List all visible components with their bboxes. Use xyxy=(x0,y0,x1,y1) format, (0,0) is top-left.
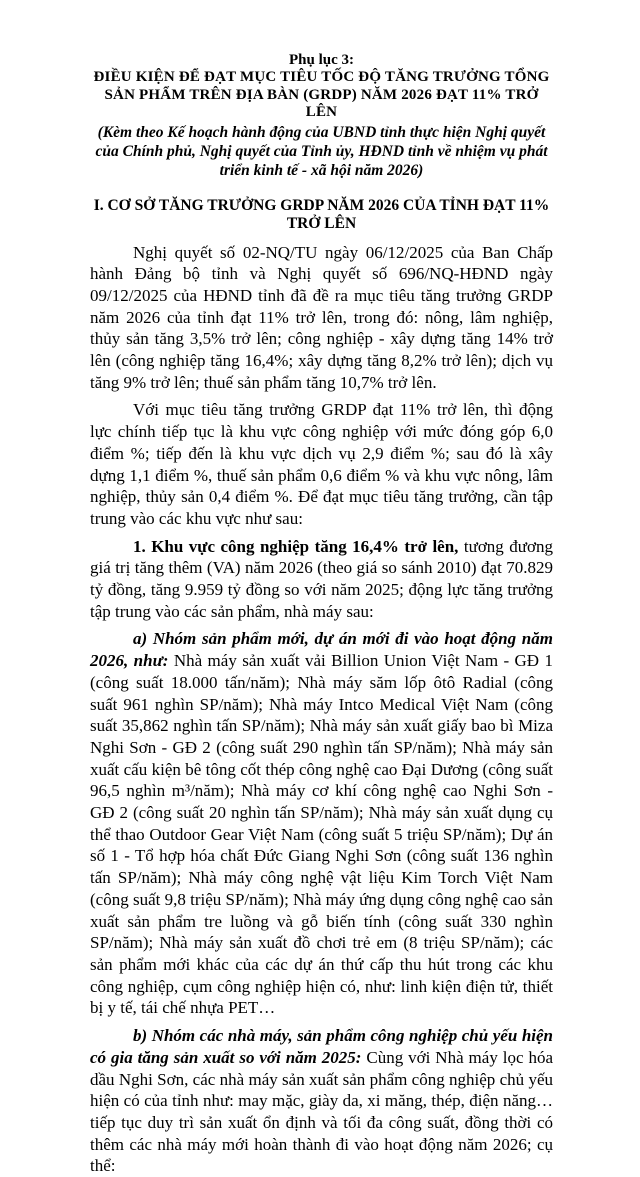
paragraph-new-products-group xyxy=(90,628,553,1019)
paragraph-industry-sector-body: tương đương giá trị tăng thêm (VA) năm 2026 (theo giá so sánh 2010) đạt 70.829 tỷ đồng, tăng 9.959 tỷ đồng so với năm 2025; động lực tăng trưởng tập trung vào các sản phẩm, nhà máy sau: xyxy=(90,536,553,621)
appendix-label: Phụ lục 3: xyxy=(288,52,354,68)
paragraph-resolution-targets: Nghị quyết số 02-NQ/TU ngày 06/12/2025 của Ban Chấp hành Đảng bộ tỉnh và Nghị quyết số 696/NQ-HĐND ngày 09/12/2025 của HĐND tỉnh đã đề ra mục tiêu tăng trưởng GRDP năm 2026 của tỉnh đạt 11% trở lên, trong đó: nông, lâm nghiệp, thủy sản tăng 3,5% trở lên; công nghiệp - xây dựng tăng 14% trở lên (công nghiệp tăng 16,4%; xây dựng tăng 8,2% trở lên); dịch vụ tăng 9% trở lên; thuế sản phẩm tăng 10,7% trở lên. xyxy=(90,242,553,392)
paragraph-growth-drivers: Với mục tiêu tăng trưởng GRDP đạt 11% trở lên, thì động lực chính tiếp tục là khu vực công nghiệp với mức đóng góp 6,0 điểm %; tiếp đến là khu vực dịch vụ 2,9 điểm %; sau đó là xây dựng 1,1 điểm %, thuế sản phẩm 0,6 điểm % và khu vực nông, lâm nghiệp, thủy sản 0,4 điểm %. Để đạt mục tiêu tăng trưởng, cần tập trung vào các khu vực như sau: xyxy=(90,400,553,528)
paragraph-industry-sector-lead: 1. Khu vực công nghiệp tăng 16,4% trở lên, xyxy=(133,536,459,556)
paragraph-new-products-body: Nhà máy sản xuất vải Billion Union Việt Nam - GĐ 1 (công suất 18.000 tấn/năm); Nhà máy săm lốp ôtô Radial (công suất 961 nghìn SP/năm); Nhà máy Intco Medical Việt Nam (công suất 35,862 nghìn tấn SP/năm); Nhà máy sản xuất giấy bao bì Miza Nghi Sơn - GĐ 2 (công suất 290 nghìn tấn SP/năm); Nhà máy sản xuất cấu kiện bê tông cốt thép công nghệ cao Đại Dương (công suất 96,5 nghìn m³/năm); Nhà máy cơ khí công nghệ cao Nghi Sơn - GĐ 2 (công suất 20 nghìn tấn SP/năm); Nhà máy sản xuất dụng cụ thể thao Outdoor Gear Việt Nam (công suất 5 triệu SP/năm); Dự án số 1 - Tổ hợp hóa chất Đức Giang Nghi Sơn (công suất 136 nghìn tấn SP/năm); Nhà máy công nghệ vật liệu Kim Torch Việt Nam (công suất 9,8 triệu SP/năm); Nhà máy ứng dụng công nghệ cao sản xuất sản phẩm tre luồng và gỗ biến tính (công suất 330 nghìn SP/năm); Nhà máy sản xuất đồ chơi trẻ em (8 triệu SP/năm); các sản phẩm mới khác của các dự án thứ cấp thu hút trong các khu công nghiệp, cụm công nghiệp hiện có, như: linh kiện điện tử, thiết bị y tế, tái chế nhựa PET… xyxy=(90,651,553,1018)
paragraph-existing-factories-lead: b) Nhóm các nhà máy, sản phẩm công nghiệp chủ yếu hiện có gia tăng sản xuất so với năm 2025: xyxy=(90,1026,553,1067)
paragraph-new-products-lead: a) Nhóm sản phẩm mới, dự án mới đi vào hoạt động năm 2026, như: xyxy=(90,629,553,671)
paragraph-industry-sector xyxy=(90,536,553,623)
section-heading: I. CƠ SỞ TĂNG TRƯỞNG GRDP NĂM 2026 CỦA TỈNH ĐẠT 11% TRỞ LÊN xyxy=(93,196,550,232)
paragraph-existing-factories-group xyxy=(90,1025,553,1177)
document-header xyxy=(90,52,553,180)
paragraph-existing-factories-body: Cùng với Nhà máy lọc hóa dầu Nghi Sơn, các nhà máy sản xuất sản phẩm công nghiệp chủ yếu hiện có của tỉnh như: may mặc, giày da, xi măng, thép, điện năng… tiếp tục duy trì sản xuất ổn định và tối đa công suất, đồng thời có thêm các nhà máy mới hoàn thành đi vào hoạt động năm 2026; cụ thể: xyxy=(90,1047,553,1176)
document-subtitle: (Kèm theo Kế hoạch hành động của UBND tỉnh thực hiện Nghị quyết của Chính phủ, Nghị quyết của Tỉnh ủy, HĐND tỉnh về nhiệm vụ phát triển kinh tế - xã hội năm 2026) xyxy=(95,123,548,179)
document-title: ĐIỀU KIỆN ĐỂ ĐẠT MỤC TIÊU TỐC ĐỘ TĂNG TRƯỞNG TỔNG SẢN PHẨM TRÊN ĐỊA BÀN (GRDP) NĂM 2026 ĐẠT 11% TRỞ LÊN xyxy=(93,69,550,120)
